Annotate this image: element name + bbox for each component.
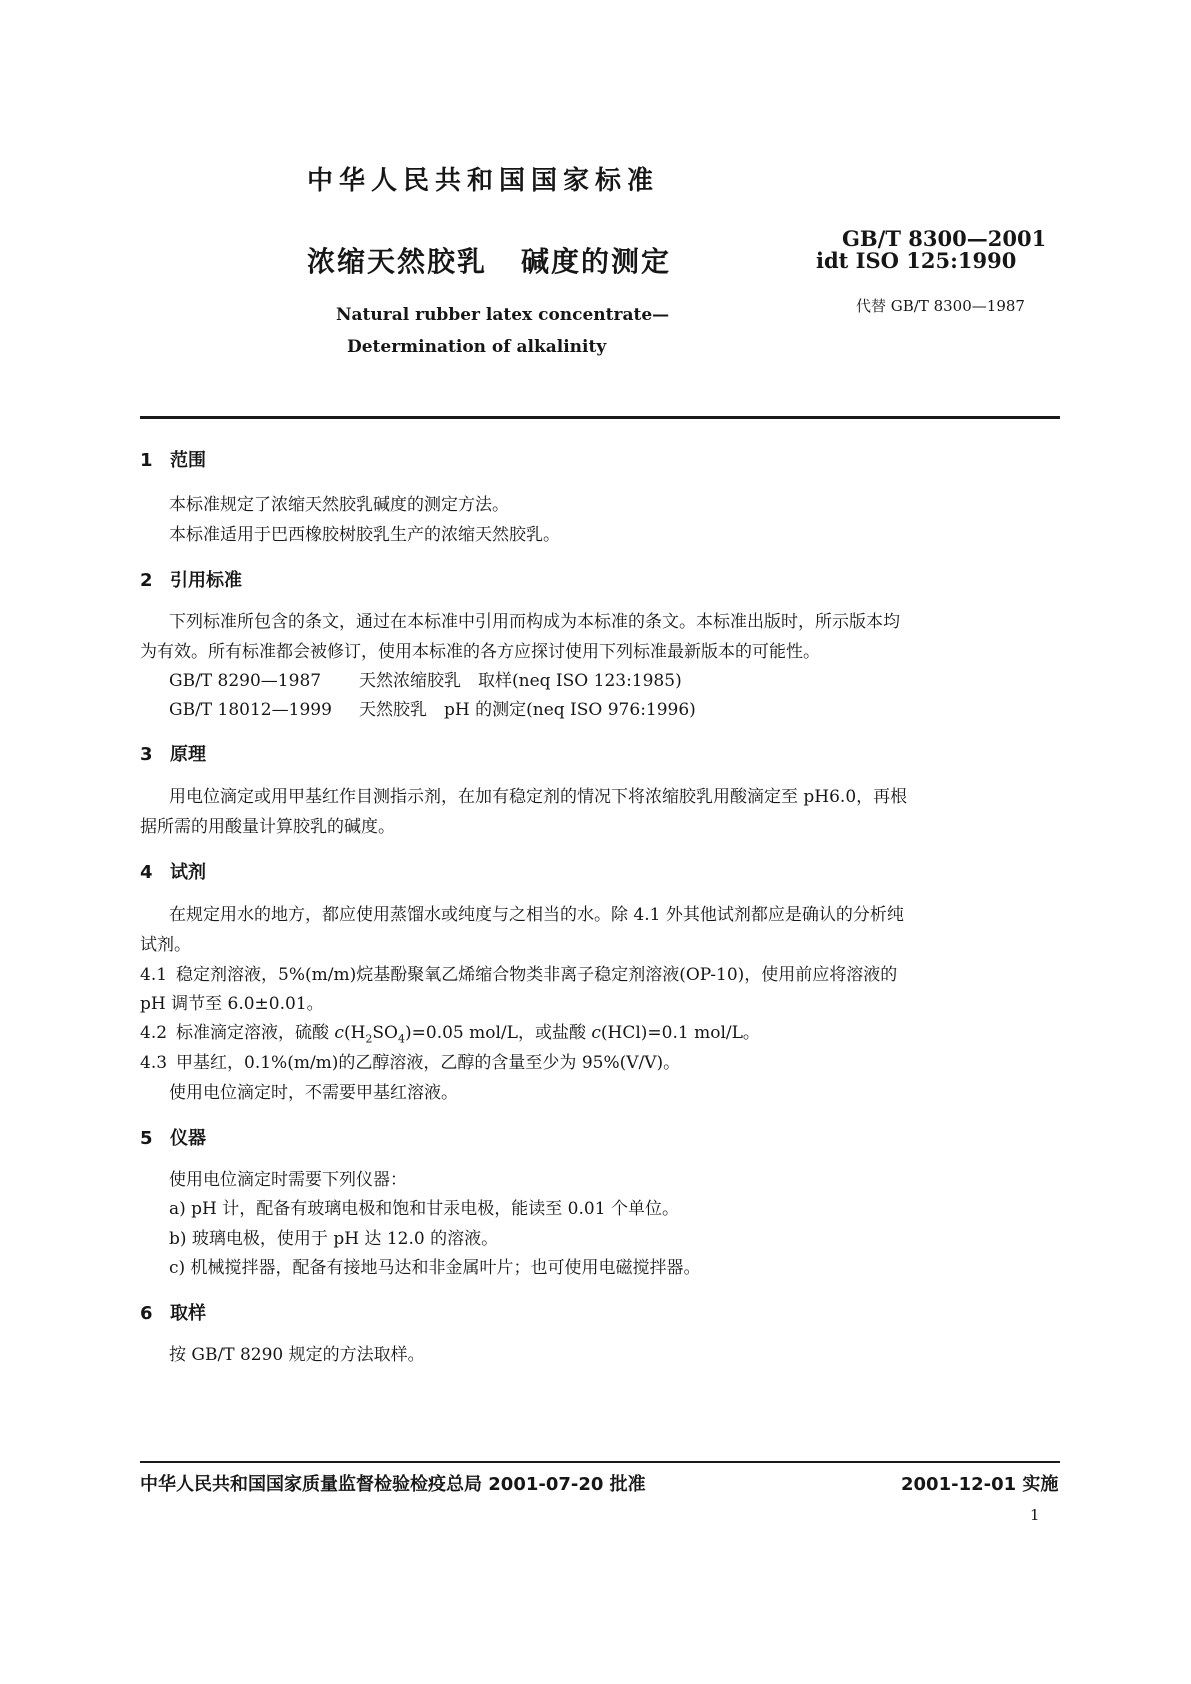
clause-4-2-text-b: (H <box>343 1023 366 1043</box>
footer-divider <box>140 1461 1060 1463</box>
clause-4-1-number: 4.1 <box>140 965 168 985</box>
section-3-heading <box>140 740 206 766</box>
section-5-number: 5 <box>140 1128 153 1149</box>
clause-4-3-text: 甲基红，0.1%(m/m)的乙醇溶液，乙醇的含量至少为 95%(V/V)。 <box>176 1053 681 1073</box>
section-2-paragraph-line1: 下列标准所包含的条文，通过在本标准中引用而构成为本标准的条文。本标准出版时，所示版本均 <box>169 612 900 632</box>
clause-4-1-text: 稳定剂溶液，5%(m/m)烷基酚聚氧乙烯缩合物类非离子稳定剂溶液(OP-10)，使用前应将溶液的 <box>176 965 898 985</box>
reference-standard-2 <box>169 695 696 720</box>
list-item-c: c) 机械搅拌器，配备有接地马达和非金属叶片；也可使用电磁搅拌器。 <box>169 1258 701 1278</box>
section-5-title: 仪器 <box>170 1128 206 1149</box>
standard-idt-reference: idt ISO 125:1990 <box>816 248 1017 273</box>
section-2-title: 引用标准 <box>170 570 242 591</box>
section-2-heading <box>140 566 242 592</box>
section-4-number: 4 <box>140 862 153 883</box>
section-4-intro-line1: 在规定用水的地方，都应使用蒸馏水或纯度与之相当的水。除 4.1 外其他试剂都应是确认的分析纯 <box>169 905 904 925</box>
national-standard-title: 中华人民共和国国家标准 <box>307 166 660 196</box>
clause-4-1-line1 <box>140 960 897 985</box>
clause-4-2 <box>140 1018 760 1045</box>
standard-title-en-line2: Determination of alkalinity <box>347 337 607 357</box>
section-3-title: 原理 <box>170 744 206 765</box>
section-1-heading <box>140 446 206 472</box>
reference-2-code: GB/T 18012—1999 <box>169 700 332 720</box>
section-4-heading <box>140 858 206 884</box>
clause-4-3-line1 <box>140 1048 680 1073</box>
section-1-number: 1 <box>140 450 153 471</box>
section-6-heading <box>140 1299 206 1325</box>
section-1-title: 范围 <box>170 450 206 471</box>
list-item-a: a) pH 计，配备有玻璃电极和饱和甘汞电极，能读至 0.01 个单位。 <box>169 1199 679 1219</box>
reference-standard-1 <box>169 666 682 691</box>
section-1-paragraph-2: 本标准适用于巴西橡胶树胶乳生产的浓缩天然胶乳。 <box>169 525 560 545</box>
clause-4-2-text-a: 标准滴定溶液，硫酸 <box>176 1023 335 1043</box>
standard-title-en-line1: Natural rubber latex concentrate— <box>336 305 670 325</box>
section-6-number: 6 <box>140 1303 153 1324</box>
standard-title-part2: 碱度的测定 <box>521 245 672 278</box>
clause-4-3-number: 4.3 <box>140 1053 168 1073</box>
section-1-paragraph-1: 本标准规定了浓缩天然胶乳碱度的测定方法。 <box>169 495 509 515</box>
clause-4-2-symbol-c2: c <box>591 1023 601 1043</box>
clause-4-2-text-d: )=0.05 mol/L，或盐酸 <box>405 1023 592 1043</box>
section-6-title: 取样 <box>170 1303 206 1324</box>
section-3-paragraph-line1: 用电位滴定或用甲基红作目测指示剂，在加有稳定剂的情况下将浓缩胶乳用酸滴定至 pH6.0，再根 <box>169 787 908 807</box>
clause-4-2-subscript-1: 2 <box>365 1032 373 1046</box>
header-divider <box>140 416 1060 419</box>
section-2-number: 2 <box>140 570 153 591</box>
reference-1-code: GB/T 8290—1987 <box>169 671 322 691</box>
clause-4-2-symbol-c: c <box>334 1023 344 1043</box>
section-3-number: 3 <box>140 744 153 765</box>
clause-4-2-number: 4.2 <box>140 1023 168 1043</box>
list-item-b: b) 玻璃电极，使用于 pH 达 12.0 的溶液。 <box>169 1229 499 1249</box>
standard-title-cn <box>307 240 671 280</box>
clause-4-2-subscript-2: 4 <box>398 1032 405 1046</box>
standard-number: GB/T 8300—2001 <box>842 226 1047 251</box>
section-4-intro-line2: 试剂。 <box>140 935 191 955</box>
section-5-intro: 使用电位滴定时需要下列仪器： <box>169 1170 407 1190</box>
effective-date: 2001-12-01 实施 <box>901 1474 1059 1495</box>
section-3-paragraph-line2: 据所需的用酸量计算胶乳的碱度。 <box>140 817 395 837</box>
approval-authority: 中华人民共和国国家质量监督检验检疫总局 2001-07-20 批准 <box>140 1474 646 1495</box>
standard-replaces: 代替 GB/T 8300—1987 <box>856 297 1025 315</box>
clause-4-2-text-c: SO <box>372 1023 398 1043</box>
page-number: 1 <box>1030 1506 1040 1524</box>
standard-title-part1: 浓缩天然胶乳 <box>307 245 488 278</box>
section-4-title: 试剂 <box>170 862 206 883</box>
clause-4-2-text-e: (HCl)=0.1 mol/L。 <box>600 1023 760 1043</box>
section-5-heading <box>140 1124 206 1150</box>
clause-4-3-line2: 使用电位滴定时，不需要甲基红溶液。 <box>169 1083 458 1103</box>
section-2-paragraph-line2: 为有效。所有标准都会被修订，使用本标准的各方应探讨使用下列标准最新版本的可能性。 <box>140 642 820 662</box>
reference-2-text: 天然胶乳 pH 的测定(neq ISO 976:1996) <box>359 700 696 720</box>
clause-4-1-line2: pH 调节至 6.0±0.01。 <box>140 994 324 1014</box>
reference-1-text: 天然浓缩胶乳 取样(neq ISO 123:1985) <box>359 671 682 691</box>
section-6-paragraph: 按 GB/T 8290 规定的方法取样。 <box>169 1345 425 1365</box>
